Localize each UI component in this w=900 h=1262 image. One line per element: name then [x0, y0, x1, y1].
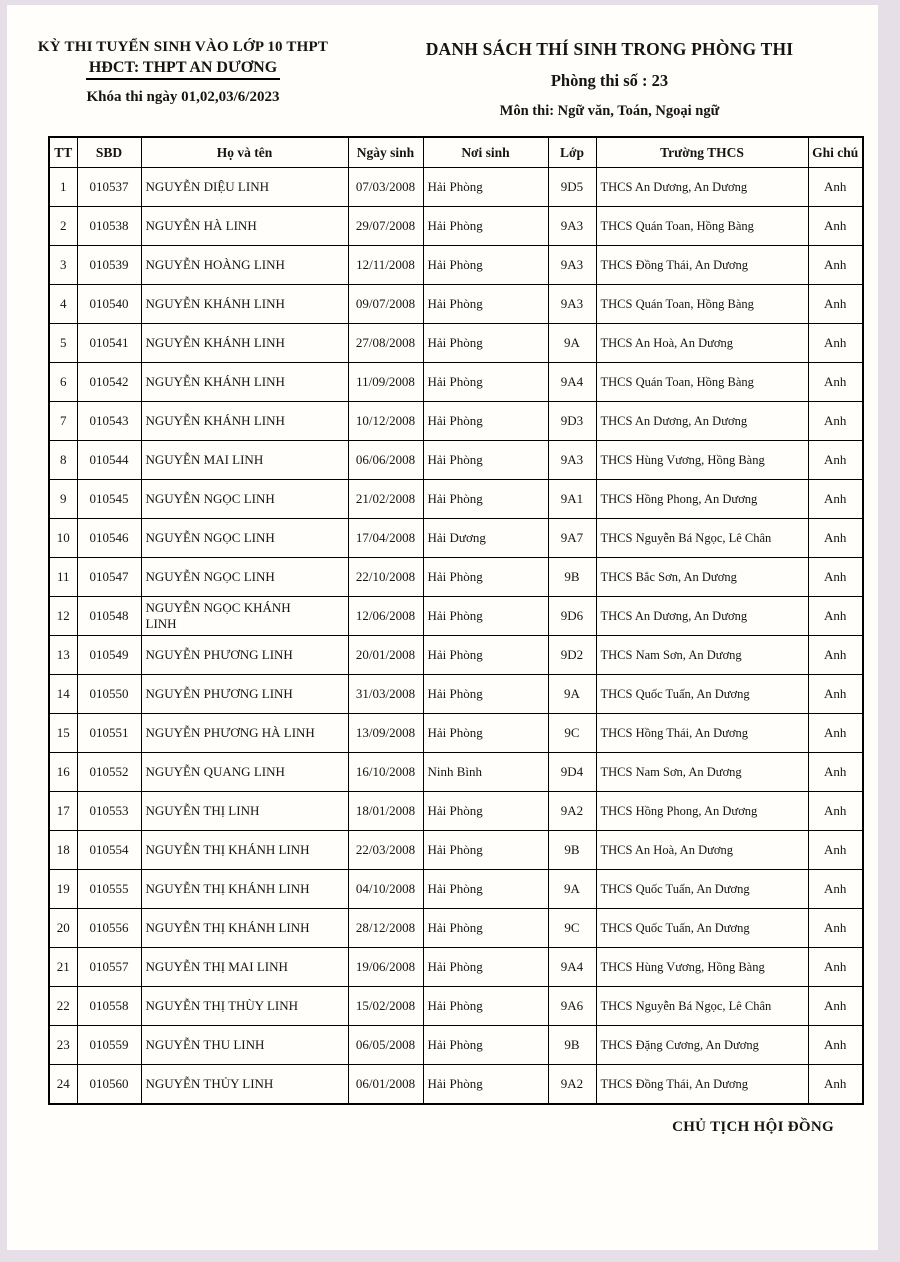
cell-sbd: 010554: [77, 831, 141, 870]
cell-class: 9A7: [548, 519, 596, 558]
column-header-class: Lớp: [548, 137, 596, 168]
header-row: [49, 137, 863, 168]
table-row: [49, 753, 863, 792]
cell-dob: 20/01/2008: [348, 636, 423, 675]
column-header-note: Ghi chú: [808, 137, 863, 168]
cell-name: [141, 753, 348, 792]
cell-tt: 5: [49, 324, 77, 363]
document-title: DANH SÁCH THÍ SINH TRONG PHÒNG THI: [425, 39, 794, 59]
cell-dob: 17/04/2008: [348, 519, 423, 558]
exam-dates: Khóa thi ngày 01,02,03/6/2023: [86, 89, 280, 105]
cell-dob: 16/10/2008: [348, 753, 423, 792]
cell-tt: 13: [49, 636, 77, 675]
cell-class: 9B: [548, 558, 596, 597]
cell-tt: 6: [49, 363, 77, 402]
cell-class: 9A1: [548, 480, 596, 519]
cell-name: [141, 441, 348, 480]
cell-pob: Hải Phòng: [423, 480, 548, 519]
cell-pob: Hải Phòng: [423, 363, 548, 402]
cell-tt: 19: [49, 870, 77, 909]
cell-school: THCS Quốc Tuấn, An Dương: [596, 909, 808, 948]
cell-dob: 13/09/2008: [348, 714, 423, 753]
cell-pob: Hải Phòng: [423, 168, 548, 207]
cell-dob: 19/06/2008: [348, 948, 423, 987]
table-row: [49, 675, 863, 714]
cell-school: THCS An Dương, An Dương: [596, 168, 808, 207]
candidate-name: NGUYỄN PHƯƠNG LINH: [145, 686, 293, 702]
cell-sbd: 010546: [77, 519, 141, 558]
cell-sbd: 010549: [77, 636, 141, 675]
cell-sbd: 010537: [77, 168, 141, 207]
candidate-name: NGUYỄN THỊ LINH: [145, 803, 260, 819]
candidate-table-head: [49, 137, 863, 168]
cell-name: [141, 948, 348, 987]
table-row: [49, 441, 863, 480]
cell-school: THCS Đồng Thái, An Dương: [596, 1065, 808, 1105]
cell-school: THCS Nguyễn Bá Ngọc, Lê Chân: [596, 987, 808, 1026]
cell-dob: 11/09/2008: [348, 363, 423, 402]
cell-sbd: 010544: [77, 441, 141, 480]
cell-note: Anh: [808, 597, 863, 636]
exam-room-number: Phòng thi số : 23: [550, 71, 669, 90]
cell-school: THCS An Hoà, An Dương: [596, 831, 808, 870]
header-left-block: [7, 39, 359, 120]
cell-name: [141, 714, 348, 753]
cell-tt: 23: [49, 1026, 77, 1065]
candidate-name: NGUYỄN NGỌC KHÁNH LINH: [145, 599, 291, 631]
cell-school: THCS Hồng Phong, An Dương: [596, 480, 808, 519]
cell-tt: 10: [49, 519, 77, 558]
cell-dob: 04/10/2008: [348, 870, 423, 909]
cell-class: 9A: [548, 324, 596, 363]
column-header-name: Họ và tên: [141, 137, 348, 168]
cell-pob: Hải Phòng: [423, 948, 548, 987]
table-row: [49, 285, 863, 324]
cell-tt: 21: [49, 948, 77, 987]
table-row: [49, 597, 863, 636]
cell-pob: Hải Phòng: [423, 285, 548, 324]
candidate-name: NGUYỄN PHƯƠNG LINH: [145, 647, 293, 663]
cell-note: Anh: [808, 480, 863, 519]
cell-school: THCS Quốc Tuấn, An Dương: [596, 675, 808, 714]
cell-sbd: 010542: [77, 363, 141, 402]
cell-name: [141, 1026, 348, 1065]
candidate-name: NGUYỄN THỊ KHÁNH LINH: [145, 881, 310, 897]
cell-school: THCS Hùng Vương, Hồng Bàng: [596, 948, 808, 987]
cell-note: Anh: [808, 519, 863, 558]
candidate-name: NGUYỄN THU LINH: [145, 1037, 265, 1053]
cell-sbd: 010548: [77, 597, 141, 636]
cell-pob: Hải Phòng: [423, 597, 548, 636]
cell-name: [141, 363, 348, 402]
candidate-name: NGUYỄN NGỌC LINH: [145, 491, 275, 507]
cell-pob: Hải Phòng: [423, 324, 548, 363]
exam-subjects: Môn thi: Ngữ văn, Toán, Ngoại ngữ: [499, 103, 720, 119]
cell-note: Anh: [808, 324, 863, 363]
cell-class: 9D4: [548, 753, 596, 792]
cell-dob: 18/01/2008: [348, 792, 423, 831]
exam-council-text: HĐCT: THPT AN DƯƠNG: [86, 59, 280, 80]
cell-sbd: 010552: [77, 753, 141, 792]
cell-pob: Hải Phòng: [423, 831, 548, 870]
cell-class: 9A2: [548, 1065, 596, 1105]
cell-sbd: 010559: [77, 1026, 141, 1065]
cell-pob: Hải Dương: [423, 519, 548, 558]
cell-sbd: 010556: [77, 909, 141, 948]
cell-tt: 24: [49, 1065, 77, 1105]
candidate-name: NGUYỄN NGỌC LINH: [145, 530, 275, 546]
cell-school: THCS Quán Toan, Hồng Bàng: [596, 363, 808, 402]
cell-sbd: 010557: [77, 948, 141, 987]
cell-pob: Hải Phòng: [423, 636, 548, 675]
cell-dob: 06/01/2008: [348, 1065, 423, 1105]
cell-class: 9D3: [548, 402, 596, 441]
table-row: [49, 207, 863, 246]
cell-school: THCS Hồng Thái, An Dương: [596, 714, 808, 753]
cell-class: 9A3: [548, 207, 596, 246]
cell-note: Anh: [808, 363, 863, 402]
candidate-name: NGUYỄN DIỆU LINH: [145, 179, 269, 195]
cell-sbd: 010541: [77, 324, 141, 363]
column-header-pob: Nơi sinh: [423, 137, 548, 168]
cell-class: 9A3: [548, 246, 596, 285]
column-header-dob: Ngày sinh: [348, 137, 423, 168]
candidate-name: NGUYỄN KHÁNH LINH: [145, 374, 285, 390]
candidate-name: NGUYỄN NGỌC LINH: [145, 569, 275, 585]
cell-dob: 22/03/2008: [348, 831, 423, 870]
cell-note: Anh: [808, 714, 863, 753]
cell-sbd: 010550: [77, 675, 141, 714]
cell-pob: Hải Phòng: [423, 870, 548, 909]
cell-school: THCS Quán Toan, Hồng Bàng: [596, 207, 808, 246]
cell-school: THCS Đồng Thái, An Dương: [596, 246, 808, 285]
cell-name: [141, 909, 348, 948]
cell-school: THCS Hùng Vương, Hồng Bàng: [596, 441, 808, 480]
cell-school: THCS Bắc Sơn, An Dương: [596, 558, 808, 597]
table-row: [49, 948, 863, 987]
cell-sbd: 010538: [77, 207, 141, 246]
cell-sbd: 010551: [77, 714, 141, 753]
cell-pob: Hải Phòng: [423, 1065, 548, 1105]
cell-name: [141, 519, 348, 558]
cell-note: Anh: [808, 168, 863, 207]
cell-note: Anh: [808, 558, 863, 597]
cell-class: 9B: [548, 1026, 596, 1065]
cell-pob: Hải Phòng: [423, 987, 548, 1026]
cell-note: Anh: [808, 909, 863, 948]
cell-dob: 12/11/2008: [348, 246, 423, 285]
cell-name: [141, 675, 348, 714]
column-header-sbd: SBD: [77, 137, 141, 168]
cell-class: 9B: [548, 831, 596, 870]
candidate-name: NGUYỄN KHÁNH LINH: [145, 296, 285, 312]
cell-tt: 20: [49, 909, 77, 948]
table-row: [49, 324, 863, 363]
cell-class: 9D5: [548, 168, 596, 207]
cell-dob: 28/12/2008: [348, 909, 423, 948]
cell-pob: Ninh Bình: [423, 753, 548, 792]
cell-tt: 3: [49, 246, 77, 285]
cell-note: Anh: [808, 207, 863, 246]
cell-pob: Hải Phòng: [423, 402, 548, 441]
table-row: [49, 987, 863, 1026]
cell-tt: 14: [49, 675, 77, 714]
cell-name: [141, 558, 348, 597]
cell-note: Anh: [808, 441, 863, 480]
candidate-name: NGUYỄN KHÁNH LINH: [145, 335, 285, 351]
column-header-school: Trường THCS: [596, 137, 808, 168]
cell-name: [141, 207, 348, 246]
cell-tt: 1: [49, 168, 77, 207]
cell-pob: Hải Phòng: [423, 1026, 548, 1065]
cell-name: [141, 792, 348, 831]
cell-school: THCS An Dương, An Dương: [596, 402, 808, 441]
cell-school: THCS Nam Sơn, An Dương: [596, 636, 808, 675]
candidate-name: NGUYỄN QUANG LINH: [145, 764, 285, 780]
cell-name: [141, 246, 348, 285]
cell-name: [141, 285, 348, 324]
cell-tt: 4: [49, 285, 77, 324]
cell-sbd: 010545: [77, 480, 141, 519]
cell-note: Anh: [808, 1026, 863, 1065]
cell-class: 9A: [548, 675, 596, 714]
cell-class: 9A: [548, 870, 596, 909]
cell-pob: Hải Phòng: [423, 909, 548, 948]
cell-sbd: 010543: [77, 402, 141, 441]
candidate-name: NGUYỄN THỊ THÙY LINH: [145, 998, 298, 1014]
table-row: [49, 246, 863, 285]
cell-dob: 06/05/2008: [348, 1026, 423, 1065]
candidate-name: NGUYỄN THỊ MAI LINH: [145, 959, 288, 975]
cell-sbd: 010560: [77, 1065, 141, 1105]
cell-class: 9A3: [548, 441, 596, 480]
cell-class: 9A4: [548, 363, 596, 402]
cell-name: [141, 1065, 348, 1105]
column-header-tt: TT: [49, 137, 77, 168]
table-row: [49, 909, 863, 948]
cell-sbd: 010553: [77, 792, 141, 831]
candidate-table-body: [49, 168, 863, 1105]
cell-pob: Hải Phòng: [423, 558, 548, 597]
cell-dob: 22/10/2008: [348, 558, 423, 597]
candidate-name: NGUYỄN THỊ KHÁNH LINH: [145, 920, 310, 936]
candidate-name: NGUYỄN KHÁNH LINH: [145, 413, 285, 429]
document-header: [7, 5, 878, 120]
cell-dob: 07/03/2008: [348, 168, 423, 207]
cell-note: Anh: [808, 948, 863, 987]
cell-class: 9D2: [548, 636, 596, 675]
cell-tt: 16: [49, 753, 77, 792]
cell-class: 9A6: [548, 987, 596, 1026]
cell-tt: 2: [49, 207, 77, 246]
cell-name: [141, 636, 348, 675]
cell-dob: 29/07/2008: [348, 207, 423, 246]
cell-school: THCS Quán Toan, Hồng Bàng: [596, 285, 808, 324]
table-row: [49, 1065, 863, 1105]
cell-tt: 7: [49, 402, 77, 441]
cell-name: [141, 597, 348, 636]
cell-name: [141, 168, 348, 207]
cell-sbd: 010558: [77, 987, 141, 1026]
cell-class: 9D6: [548, 597, 596, 636]
cell-school: THCS Đặng Cương, An Dương: [596, 1026, 808, 1065]
cell-dob: 10/12/2008: [348, 402, 423, 441]
candidate-name: NGUYỄN HÀ LINH: [145, 218, 257, 234]
cell-pob: Hải Phòng: [423, 714, 548, 753]
cell-school: THCS Hồng Phong, An Dương: [596, 792, 808, 831]
cell-class: 9C: [548, 714, 596, 753]
cell-note: Anh: [808, 753, 863, 792]
cell-note: Anh: [808, 870, 863, 909]
cell-name: [141, 324, 348, 363]
cell-pob: Hải Phòng: [423, 207, 548, 246]
table-row: [49, 831, 863, 870]
table-row: [49, 363, 863, 402]
cell-name: [141, 402, 348, 441]
exam-council: [7, 59, 359, 80]
cell-school: THCS Nam Sơn, An Dương: [596, 753, 808, 792]
cell-tt: 22: [49, 987, 77, 1026]
table-row: [49, 558, 863, 597]
cell-note: Anh: [808, 675, 863, 714]
cell-school: THCS An Dương, An Dương: [596, 597, 808, 636]
candidate-name: NGUYỄN THỊ KHÁNH LINH: [145, 842, 310, 858]
cell-dob: 09/07/2008: [348, 285, 423, 324]
table-row: [49, 402, 863, 441]
cell-note: Anh: [808, 246, 863, 285]
cell-tt: 11: [49, 558, 77, 597]
candidate-name: NGUYỄN HOÀNG LINH: [145, 257, 285, 273]
cell-tt: 17: [49, 792, 77, 831]
cell-pob: Hải Phòng: [423, 792, 548, 831]
cell-tt: 15: [49, 714, 77, 753]
cell-note: Anh: [808, 402, 863, 441]
table-row: [49, 168, 863, 207]
table-row: [49, 870, 863, 909]
cell-dob: 06/06/2008: [348, 441, 423, 480]
candidate-name: NGUYỄN THỦY LINH: [145, 1076, 274, 1092]
cell-pob: Hải Phòng: [423, 441, 548, 480]
cell-class: 9A2: [548, 792, 596, 831]
table-row: [49, 519, 863, 558]
cell-note: Anh: [808, 792, 863, 831]
cell-dob: 12/06/2008: [348, 597, 423, 636]
cell-tt: 18: [49, 831, 77, 870]
cell-sbd: 010539: [77, 246, 141, 285]
cell-note: Anh: [808, 987, 863, 1026]
cell-dob: 27/08/2008: [348, 324, 423, 363]
cell-dob: 21/02/2008: [348, 480, 423, 519]
cell-sbd: 010547: [77, 558, 141, 597]
cell-school: THCS An Hoà, An Dương: [596, 324, 808, 363]
cell-sbd: 010555: [77, 870, 141, 909]
cell-note: Anh: [808, 831, 863, 870]
cell-class: 9A4: [548, 948, 596, 987]
cell-note: Anh: [808, 1065, 863, 1105]
cell-sbd: 010540: [77, 285, 141, 324]
cell-dob: 31/03/2008: [348, 675, 423, 714]
cell-tt: 12: [49, 597, 77, 636]
cell-class: 9A3: [548, 285, 596, 324]
cell-pob: Hải Phòng: [423, 246, 548, 285]
cell-name: [141, 870, 348, 909]
candidate-name: NGUYỄN MAI LINH: [145, 452, 264, 468]
candidate-name: NGUYỄN PHƯƠNG HÀ LINH: [145, 725, 315, 741]
exam-name: KỲ THI TUYỂN SINH VÀO LỚP 10 THPT: [37, 39, 329, 55]
cell-class: 9C: [548, 909, 596, 948]
cell-name: [141, 480, 348, 519]
cell-dob: 15/02/2008: [348, 987, 423, 1026]
cell-note: Anh: [808, 285, 863, 324]
header-right-block: [359, 39, 878, 120]
cell-school: THCS Quốc Tuấn, An Dương: [596, 870, 808, 909]
candidate-table: [48, 136, 864, 1105]
cell-tt: 8: [49, 441, 77, 480]
cell-name: [141, 831, 348, 870]
cell-name: [141, 987, 348, 1026]
table-row: [49, 1026, 863, 1065]
table-row: [49, 480, 863, 519]
table-row: [49, 636, 863, 675]
cell-pob: Hải Phòng: [423, 675, 548, 714]
cell-tt: 9: [49, 480, 77, 519]
signature-title: CHỦ TỊCH HỘI ĐỒNG: [672, 1119, 834, 1135]
document-page: [7, 5, 878, 1250]
cell-school: THCS Nguyễn Bá Ngọc, Lê Chân: [596, 519, 808, 558]
cell-note: Anh: [808, 636, 863, 675]
table-row: [49, 714, 863, 753]
table-row: [49, 792, 863, 831]
